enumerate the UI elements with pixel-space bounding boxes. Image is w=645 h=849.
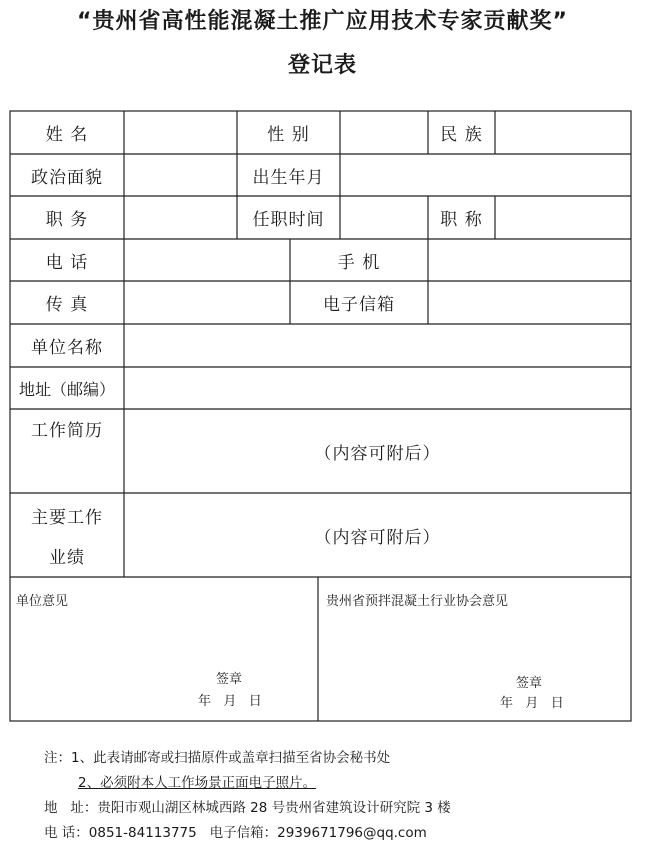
political-field[interactable] [124, 154, 237, 196]
label-assoc-opinion: 贵州省预拌混凝土行业协会意见 [326, 594, 509, 609]
form-subtitle: 登记表 [287, 53, 357, 78]
label-email: 电子信箱 [323, 295, 395, 315]
gender-field[interactable] [340, 111, 428, 154]
assoc-opinion-field[interactable] [318, 610, 631, 670]
label-mobile: 手 机 [337, 252, 381, 273]
ethnicity-field[interactable] [495, 111, 631, 154]
fax-field[interactable] [124, 281, 290, 324]
tenure-field[interactable] [340, 196, 428, 239]
main-work-field[interactable]: （内容可附后） [314, 527, 441, 548]
note-2: 2、必须附本人工作场景正面电子照片。 [78, 775, 317, 791]
label-title-rank: 职 称 [440, 210, 483, 230]
birth-field[interactable] [340, 154, 631, 196]
contact-address: 地 址：贵阳市观山湖区林城西路 28 号贵州省建筑设计研究院 3 楼 [44, 800, 451, 816]
label-birth: 出生年月 [252, 167, 325, 188]
label-main-work-line1: 主要工作 [31, 507, 103, 528]
label-address: 地址（邮编） [18, 379, 115, 399]
label-ethnicity: 民 族 [440, 125, 483, 145]
label-phone: 电 话 [45, 252, 89, 273]
label-fax: 传 真 [45, 295, 89, 315]
address-field[interactable] [124, 367, 631, 409]
assoc-signature-label: 签章 [516, 676, 543, 691]
mobile-field[interactable] [428, 239, 631, 281]
label-main-work-line2: 业绩 [49, 547, 85, 568]
work-history-field[interactable]: （内容可附后） [314, 443, 441, 464]
label-unit-opinion: 单位意见 [16, 594, 69, 609]
form-title: “贵州省高性能混凝土推广应用技术专家贡献奖” [77, 9, 568, 34]
unit-signature-label: 签章 [216, 672, 243, 687]
unit-name-field[interactable] [124, 324, 631, 367]
label-position: 职 务 [45, 210, 89, 230]
position-field[interactable] [124, 196, 237, 239]
label-political: 政治面貌 [31, 167, 103, 188]
name-field[interactable] [124, 111, 237, 154]
contact-phone-email: 电 话：0851-84113775 电子信箱：2939671796@qq.com [44, 825, 427, 841]
label-gender: 性 别 [267, 125, 310, 145]
label-name: 姓 名 [45, 125, 89, 145]
label-unit-name: 单位名称 [31, 338, 103, 358]
phone-field[interactable] [124, 239, 290, 281]
note-1: 注：1、此表请邮寄或扫描原件或盖章扫描至省协会秘书处 [44, 750, 391, 766]
assoc-date-label: 年 月 日 [500, 696, 564, 711]
unit-opinion-field[interactable] [10, 610, 318, 670]
label-work-history: 工作简历 [31, 420, 103, 441]
unit-date-label: 年 月 日 [198, 694, 262, 709]
email-field[interactable] [428, 281, 631, 324]
label-tenure: 任职时间 [252, 210, 325, 230]
title-rank-field[interactable] [495, 196, 631, 239]
